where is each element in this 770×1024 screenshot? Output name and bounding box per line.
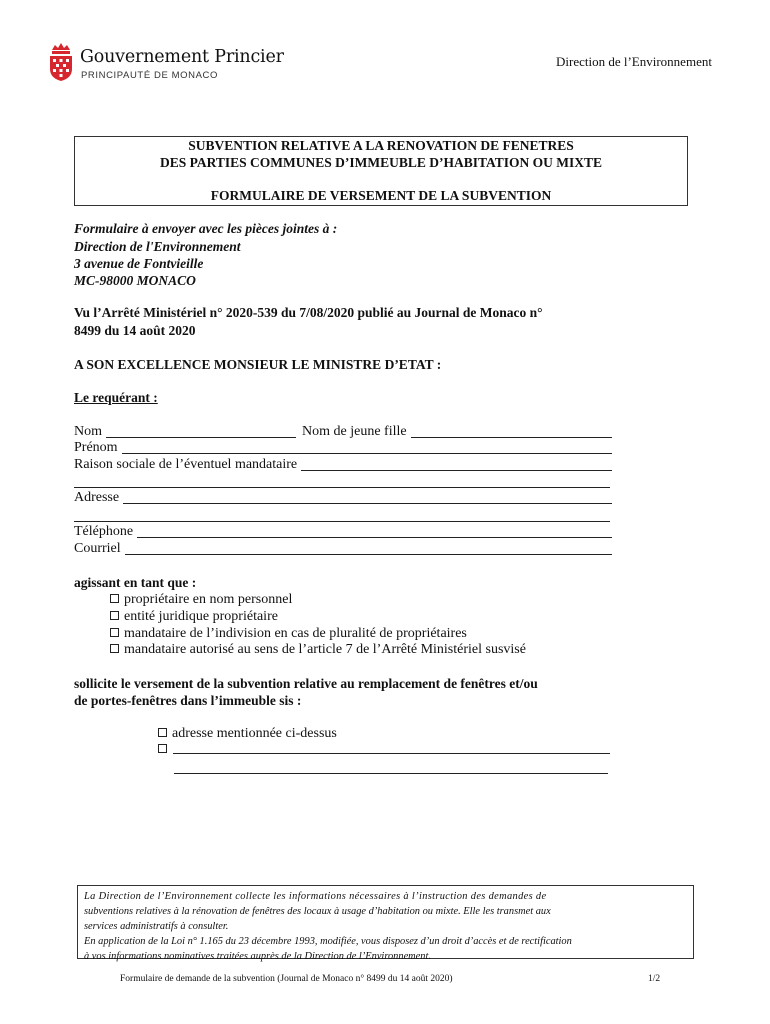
capacity-option[interactable]	[110, 626, 467, 642]
jeune-fille-field[interactable]	[411, 425, 612, 438]
address-line: MC-98000 MONACO	[74, 273, 196, 288]
prenom-field[interactable]	[122, 441, 612, 454]
courriel-field[interactable]	[125, 542, 612, 555]
address-line: Direction de l'Environnement	[74, 239, 241, 254]
org-subtitle: PRINCIPAUTÉ DE MONACO	[81, 70, 218, 81]
option-label: adresse mentionnée ci-dessus	[172, 726, 337, 741]
privacy-notice	[77, 885, 694, 962]
checkbox[interactable]	[110, 611, 119, 620]
adresse-field[interactable]	[123, 491, 612, 504]
address-line: 3 avenue de Fontvieille	[74, 256, 204, 271]
page-number: 1/2	[648, 974, 661, 984]
checkbox[interactable]	[158, 744, 167, 753]
footer-text: Formulaire de demande de la subvention (Journal de Monaco n° 8499 du 14 août 2020)	[120, 974, 453, 984]
raison-sociale-label: Raison sociale de l’éventuel mandataire	[74, 457, 298, 472]
monaco-crest-logo	[48, 42, 74, 82]
addressee-line: A SON EXCELLENCE MONSIEUR LE MINISTRE D’ETAT :	[74, 357, 442, 372]
other-address-continuation-field[interactable]	[174, 773, 608, 774]
other-address-field[interactable]	[173, 741, 610, 754]
adresse-continuation-field[interactable]	[74, 521, 610, 522]
request-line-2: de portes-fenêtres dans l’immeuble sis :	[74, 693, 302, 708]
capacity-heading: agissant en tant que :	[74, 575, 197, 590]
telephone-label: Téléphone	[74, 524, 134, 539]
prenom-label: Prénom	[74, 440, 118, 455]
option-label: mandataire autorisé au sens de l’article 7 de l’Arrêté Ministériel susvisé	[124, 642, 526, 657]
applicant-heading: Le requérant :	[74, 390, 158, 405]
capacity-option[interactable]	[110, 592, 292, 608]
nom-field[interactable]	[106, 425, 296, 438]
option-label: entité juridique propriétaire	[124, 609, 278, 624]
nom-row	[74, 424, 612, 440]
raison-sociale-field[interactable]	[301, 458, 612, 471]
adresse-row	[74, 490, 612, 506]
title-line-2: DES PARTIES COMMUNES D’IMMEUBLE D’HABITATION OU MIXTE	[159, 155, 603, 170]
notice-line: subventions relatives à la rénovation de fenêtres des locaux à usage d’habitation ou mixte. Elle les transmet aux	[84, 906, 551, 917]
org-name: Gouvernement Princier	[80, 47, 284, 67]
title-box	[74, 136, 688, 206]
capacity-option[interactable]	[110, 609, 278, 625]
courriel-row	[74, 541, 612, 557]
raison-row	[74, 457, 612, 473]
checkbox[interactable]	[110, 644, 119, 653]
option-label: mandataire de l’indivision en cas de pluralité de propriétaires	[124, 626, 467, 641]
address-intro: Formulaire à envoyer avec les pièces jointes à :	[74, 221, 338, 236]
raison-continuation-field[interactable]	[74, 487, 610, 488]
capacity-option[interactable]	[110, 642, 526, 658]
prenom-row	[74, 440, 612, 456]
jeune-fille-label: Nom de jeune fille	[302, 424, 407, 439]
notice-line: En application de la Loi n° 1.165 du 23 décembre 1993, modifiée, vous disposez d’un droit d’accès et de rectification	[84, 936, 572, 947]
checkbox[interactable]	[158, 728, 167, 737]
nom-label: Nom	[74, 424, 102, 439]
telephone-row	[74, 524, 612, 540]
notice-line: à vos informations nominatives traitées auprès de la Direction de l’Environnement.	[84, 951, 431, 962]
request-line-1: sollicite le versement de la subvention relative au remplacement de fenêtres et/ou	[74, 676, 538, 691]
telephone-field[interactable]	[137, 525, 612, 538]
checkbox[interactable]	[110, 594, 119, 603]
option-label: propriétaire en nom personnel	[124, 592, 293, 607]
notice-line: La Direction de l’Environnement collecte les informations nécessaires à l’instruction des demandes de	[84, 891, 547, 902]
courriel-label: Courriel	[74, 541, 121, 556]
notice-line: services administratifs à consulter.	[84, 921, 229, 932]
decree-line-1: Vu l’Arrêté Ministériel n° 2020-539 du 7/08/2020 publié au Journal de Monaco n°	[74, 305, 543, 320]
request-option-other	[158, 741, 610, 756]
title-line-1: SUBVENTION RELATIVE A LA RENOVATION DE FENETRES	[188, 138, 574, 153]
request-option-address[interactable]	[158, 726, 337, 742]
decree-line-2: 8499 du 14 août 2020	[74, 323, 196, 338]
title-line-3: FORMULAIRE DE VERSEMENT DE LA SUBVENTION	[210, 188, 552, 203]
checkbox[interactable]	[110, 628, 119, 637]
adresse-label: Adresse	[74, 490, 120, 505]
department-name: Direction de l’Environnement	[556, 54, 712, 69]
